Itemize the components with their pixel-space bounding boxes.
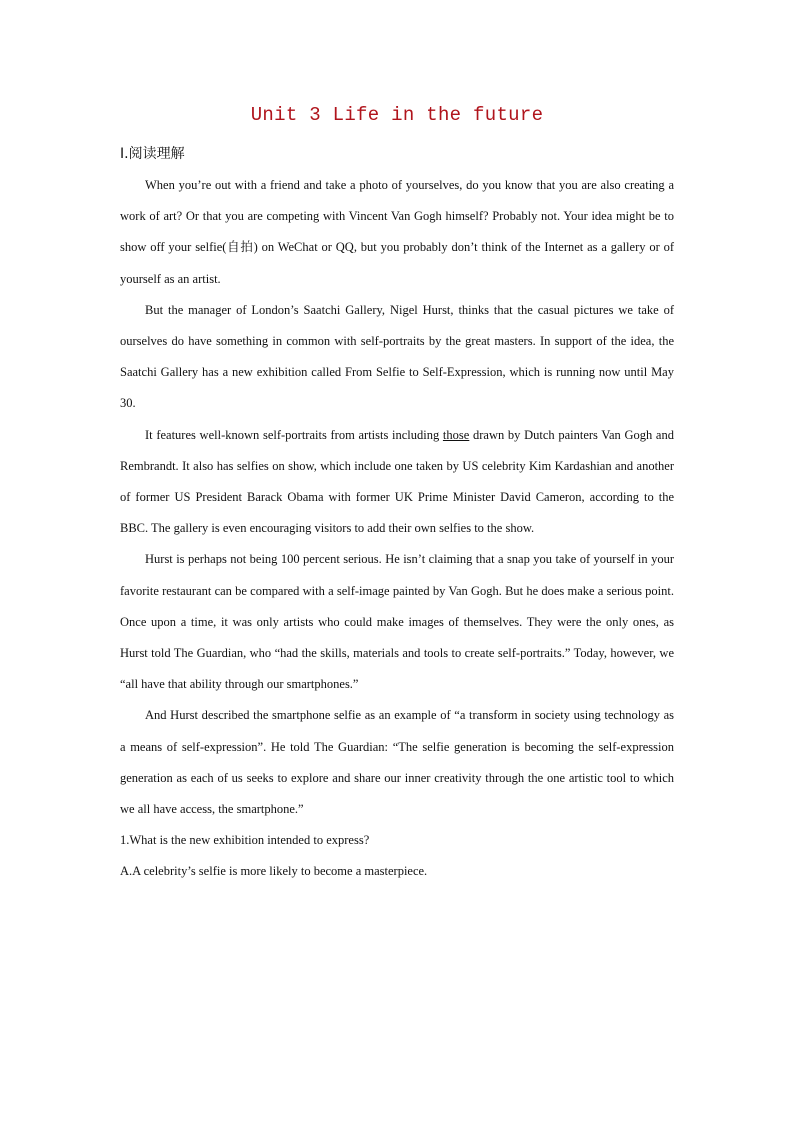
question-1: 1.What is the new exhibition intended to express?	[120, 833, 370, 848]
paragraph-1: When you’re out with a friend and take a photo of yourselves, do you know that you are also creating a work of art? Or that you are competing with Vincent Van Gogh himself? Probably not. Your idea might be to show off your selfie(自拍) on WeChat or QQ, but you probably don’t think of the Internet as a gallery or of yourself as an artist.	[120, 178, 674, 286]
paragraph-3-end: drawn by Dutch painters Van Gogh and Rembrandt. It also has selfies on show, which include one taken by US celebrity Kim Kardashian and another of former US President Barack Obama with former UK Prime Minister David Cameron, according to the BBC. The gallery is even encouraging visitors to add their own selfies to the show.	[120, 427, 674, 536]
unit-title: Unit 3 Life in the future	[250, 104, 544, 126]
underlined-word: those	[442, 427, 470, 442]
paragraph-4: Hurst is perhaps not being 100 percent serious. He isn’t claiming that a snap you take of yourself in your favorite restaurant can be compared with a self-image painted by Van Gogh. But he does make a serious point. Once upon a time, it was only artists who could make images of themselves. They were the only ones, as Hurst told The Guardian, who “had the skills, materials and tools to create self-portraits.” Today, however, we “all have that ability through our smartphones.”	[120, 552, 674, 692]
paragraph-2: But the manager of London’s Saatchi Gallery, Nigel Hurst, thinks that the casual pictures we take of ourselves do have something in common with self-portraits by the great masters. In support of the idea, the Saatchi Gallery has a new exhibition called From Selfie to Self-Expression, which is running now until May 30.	[120, 302, 674, 411]
section-heading: Ⅰ.阅读理解	[120, 146, 185, 162]
paragraph-3-start: It features well-known self-portraits from artists including	[145, 427, 443, 442]
paragraph-3	[120, 420, 674, 545]
paragraph-5: And Hurst described the smartphone selfie as an example of “a transform in society using technology as a means of self-expression”. He told The Guardian: “The selfie generation is becoming the self-expression generation as each of us seeks to explore and share our inner creativity through the one artistic tool to which we all have access, the smartphone.”	[120, 708, 674, 817]
question-1-option-a: A.A celebrity’s selfie is more likely to become a masterpiece.	[120, 864, 428, 879]
reading-passage	[120, 170, 674, 888]
